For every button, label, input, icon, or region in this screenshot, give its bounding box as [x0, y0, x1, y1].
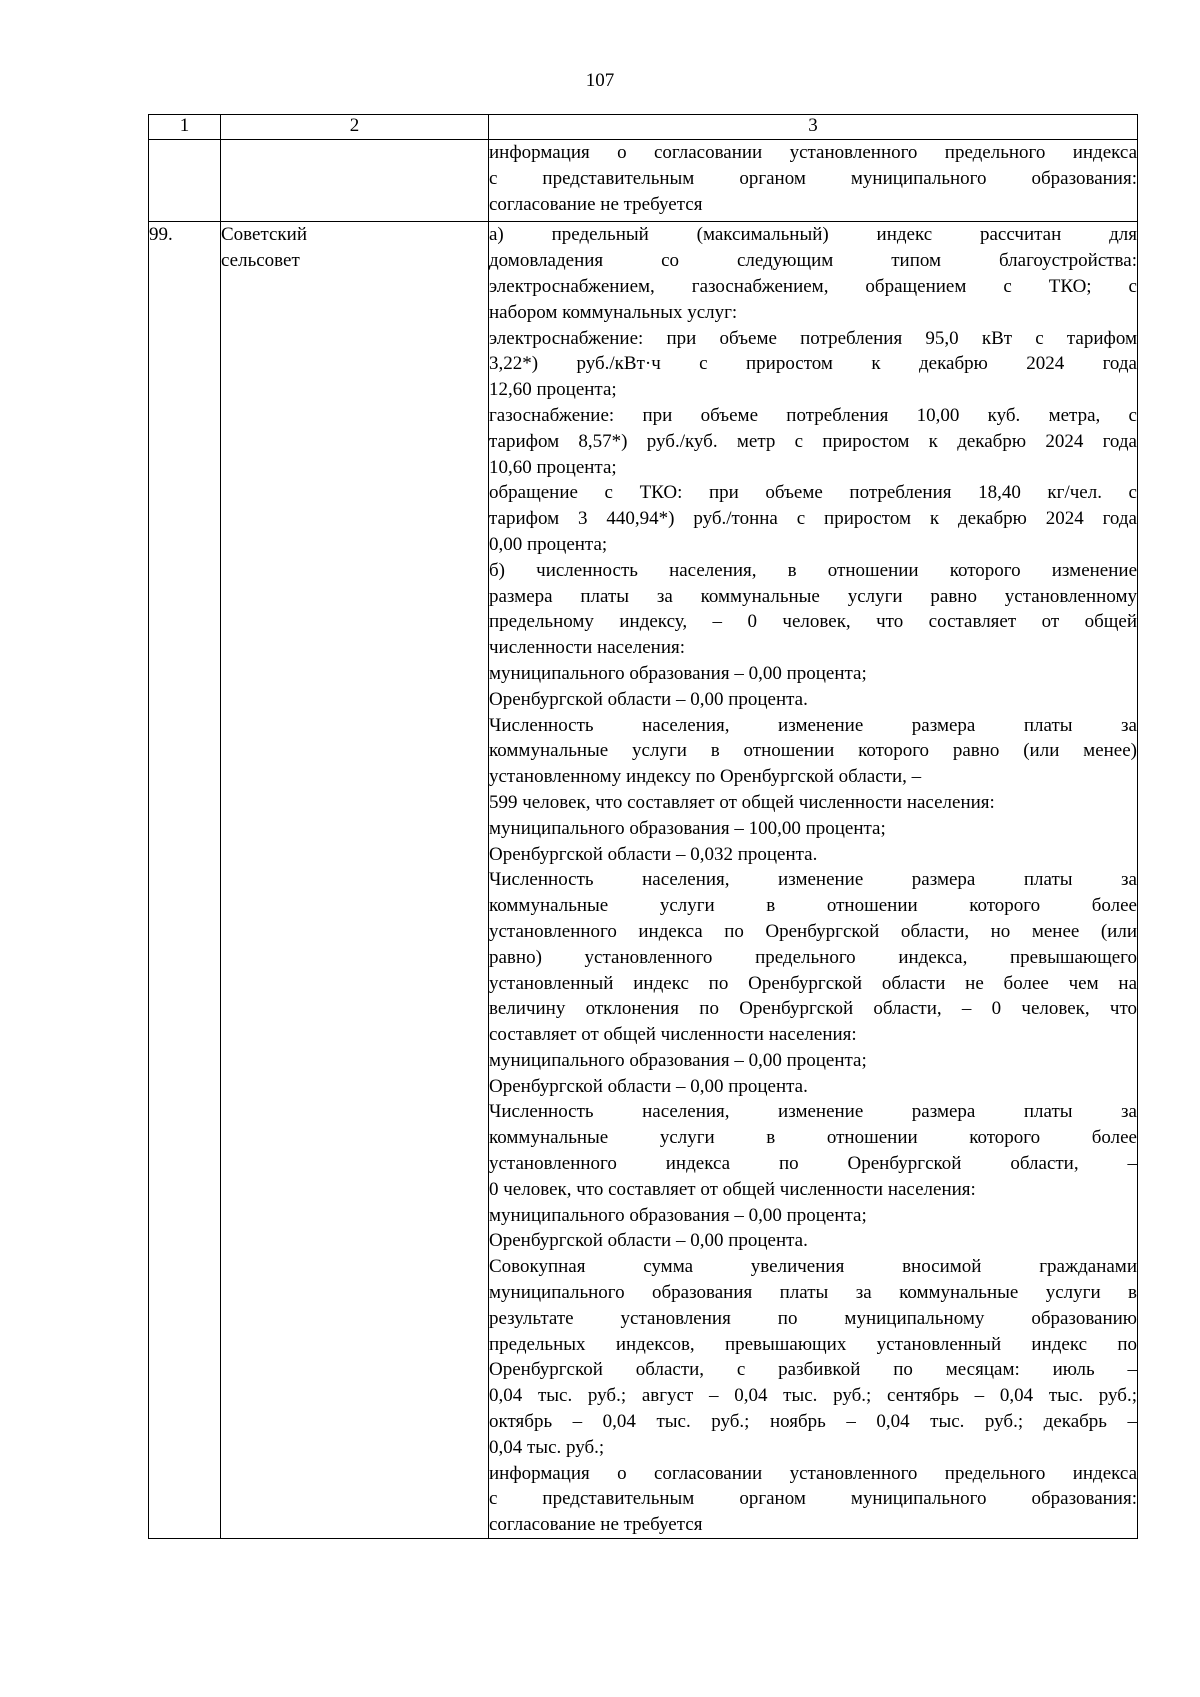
continuation-text-cell [489, 140, 1138, 222]
text-line: Оренбургской области – 0,032 процента. [489, 843, 818, 865]
text-line: предельных индексов, превышающих установленный индекс по [489, 1333, 1137, 1355]
text-line: коммунальные услуги в отношении которого равно (или менее) [489, 740, 1137, 762]
text-line: электроснабжение: при объеме потребления 95,0 кВт с тарифом [489, 327, 1137, 349]
text-line: Совокупная сумма увеличения вносимой гражданами [489, 1256, 1137, 1278]
text-line: 12,60 процента; [489, 379, 617, 401]
tariff-index-table [148, 114, 1138, 1539]
text-line: 0,00 процента; [489, 533, 608, 555]
text-line: коммунальные услуги в отношении которого более [489, 895, 1137, 917]
text-line: а) предельный (максимальный) индекс рассчитан для [489, 224, 1137, 246]
text-line: октябрь – 0,04 тыс. руб.; ноябрь – 0,04 тыс. руб.; декабрь – [489, 1411, 1137, 1433]
text-line: набором коммунальных услуг: [489, 301, 738, 323]
text-line: численности населения: [489, 637, 686, 659]
text-line: составляет от общей численности населения: [489, 1024, 857, 1046]
municipality-name-cell [221, 222, 489, 1539]
text-line: обращение с ТКО: при объеме потребления 18,40 кг/чел. с [489, 482, 1137, 504]
row-number-cell: 99. [149, 222, 221, 1539]
text-line: 0,04 тыс. руб.; август – 0,04 тыс. руб.; сентябрь – 0,04 тыс. руб.; [489, 1385, 1137, 1407]
column-header-2: 2 [221, 115, 489, 140]
text-line: муниципального образования – 0,00 процента; [489, 662, 867, 684]
continuation-name-cell [221, 140, 489, 222]
text-line: тарифом 3 440,94*) руб./тонна с приростом к декабрю 2024 года [489, 508, 1137, 530]
text-line: домовладения со следующим типом благоустройства: [489, 250, 1137, 272]
text-line: с представительным органом муниципального образования: [489, 1488, 1137, 1510]
text-line: б) численность населения, в отношении которого изменение [489, 559, 1137, 581]
municipality-name-line: сельсовет [221, 250, 300, 272]
continuation-number-cell [149, 140, 221, 222]
text-line: Оренбургской области, с разбивкой по месяцам: июль – [489, 1359, 1137, 1381]
column-header-3: 3 [489, 115, 1138, 140]
text-line: установленного индекса по Оренбургской области, но менее (или [489, 920, 1137, 942]
text-line: установленному индексу по Оренбургской области, – [489, 766, 922, 788]
text-line: информация о согласовании установленного предельного индекса [489, 1462, 1137, 1484]
text-line: предельному индексу, – 0 человек, что составляет от общей [489, 611, 1137, 633]
page-number: 107 [585, 70, 615, 91]
text-line: муниципального образования платы за коммунальные услуги в [489, 1282, 1137, 1304]
text-line: 3,22*) руб./кВт·ч с приростом к декабрю 2024 года [489, 353, 1137, 375]
continuation-row [149, 140, 1138, 222]
text-line: величину отклонения по Оренбургской области, – 0 человек, что [489, 998, 1137, 1020]
text-line: Численность населения, изменение размера платы за [489, 869, 1137, 891]
text-line: Численность населения, изменение размера платы за [489, 714, 1137, 736]
index-description-cell [489, 222, 1138, 1539]
text-line: тарифом 8,57*) руб./куб. метр с приростом к декабрю 2024 года [489, 430, 1137, 452]
column-header-1: 1 [149, 115, 221, 140]
text-line: равно) установленного предельного индекса, превышающего [489, 946, 1137, 968]
text-line: муниципального образования – 100,00 процента; [489, 817, 886, 839]
table-header-row [149, 115, 1138, 140]
text-line: электроснабжением, газоснабжением, обращением с ТКО; с [489, 275, 1137, 297]
text-line: муниципального образования – 0,00 процента; [489, 1049, 867, 1071]
municipality-name-line: Советский [221, 224, 308, 246]
text-line: 0 человек, что составляет от общей численности населения: [489, 1178, 976, 1200]
text-line: согласование не требуется [489, 193, 703, 215]
text-line: 0,04 тыс. руб.; [489, 1436, 605, 1458]
text-line: результате установления по муниципальному образованию [489, 1307, 1137, 1329]
table-row [149, 222, 1138, 1539]
text-line: газоснабжение: при объеме потребления 10,00 куб. метра, с [489, 404, 1137, 426]
text-line: 599 человек, что составляет от общей численности населения: [489, 791, 995, 813]
text-line: размера платы за коммунальные услуги равно установленному [489, 585, 1137, 607]
text-line: 10,60 процента; [489, 456, 617, 478]
text-line: Оренбургской области – 0,00 процента. [489, 1230, 808, 1252]
text-line: информация о согласовании установленного предельного индекса [489, 142, 1137, 163]
text-line: Численность населения, изменение размера платы за [489, 1101, 1137, 1123]
text-line: Оренбургской области – 0,00 процента. [489, 688, 808, 710]
text-line: установленный индекс по Оренбургской области не более чем на [489, 972, 1137, 994]
text-line: согласование не требуется [489, 1514, 703, 1536]
text-line: Оренбургской области – 0,00 процента. [489, 1075, 808, 1097]
text-line: коммунальные услуги в отношении которого более [489, 1127, 1137, 1149]
text-line: с представительным органом муниципального образования: [489, 167, 1137, 189]
text-line: муниципального образования – 0,00 процента; [489, 1204, 867, 1226]
text-line: установленного индекса по Оренбургской области, – [489, 1153, 1137, 1175]
